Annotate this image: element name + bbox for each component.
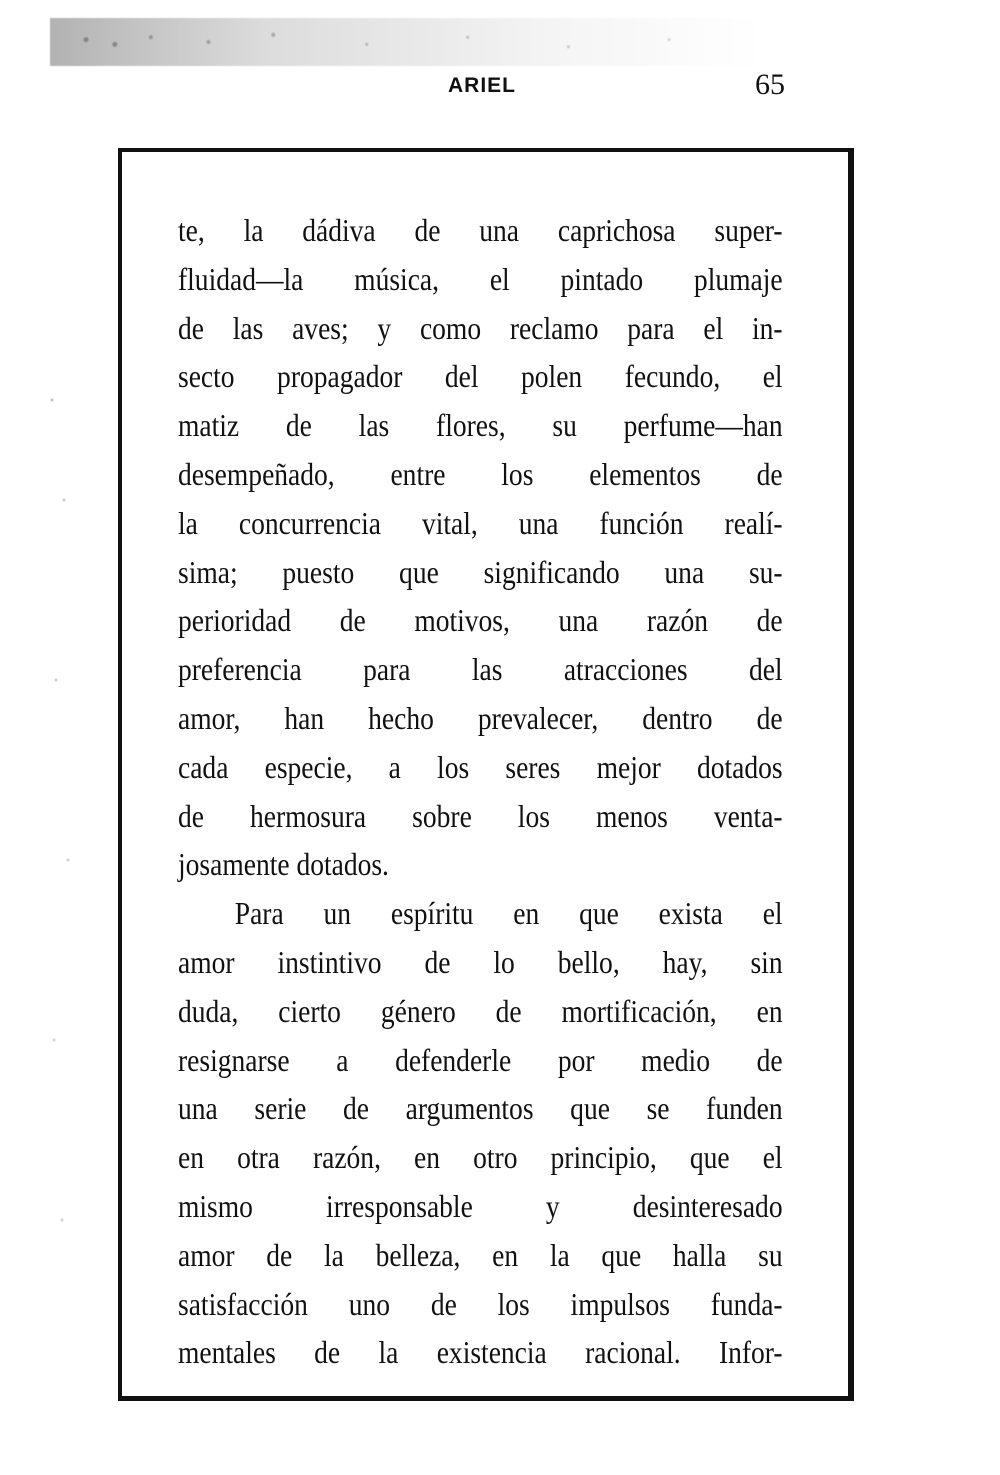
body-text xyxy=(178,206,783,1377)
text-line: amor, han hecho prevalecer, dentro de xyxy=(178,699,783,736)
text-line: mismo irresponsable y desinteresado xyxy=(178,1187,783,1224)
text-line: resignarse a defenderle por medio de xyxy=(178,1041,783,1078)
text-line: satisfacción uno de los impulsos funda- xyxy=(178,1285,783,1322)
text-line: amor de la belleza, en la que halla su xyxy=(178,1236,783,1273)
text-line: te, la dádiva de una caprichosa super- xyxy=(178,212,783,248)
text-line: sima; puesto que significando una su- xyxy=(178,553,783,590)
scan-noise xyxy=(50,18,770,66)
text-line: matiz de las flores, su perfume—han xyxy=(178,407,783,444)
text-line: preferencia para las atracciones del xyxy=(178,651,783,688)
text-line: en otra razón, en otro principio, que el xyxy=(178,1139,783,1176)
text-line: Para un espíritu en que exista el xyxy=(234,895,783,932)
text-line: de hermosura sobre los menos venta- xyxy=(178,797,783,834)
text-line: perioridad de motivos, una razón de xyxy=(178,602,783,639)
text-line: mentales de la existencia racional. Infor- xyxy=(178,1334,783,1371)
text-line: amor instintivo de lo bello, hay, sin xyxy=(178,943,783,980)
text-line: la concurrencia vital, una función realí- xyxy=(178,504,783,541)
text-line: de las aves; y como reclamo para el in- xyxy=(178,309,783,346)
page-header xyxy=(0,68,1000,118)
text-line: secto propagador del polen fecundo, el xyxy=(178,358,783,395)
margin-specks xyxy=(40,380,80,1380)
text-line: josamente dotados. xyxy=(178,846,389,883)
page-number: 65 xyxy=(755,68,785,101)
text-line: cada especie, a los seres mejor dotados xyxy=(178,748,783,785)
text-line: duda, cierto género de mortificación, en xyxy=(178,992,783,1029)
text-line: desempeñado, entre los elementos de xyxy=(178,455,783,492)
text-line: fluidad—la música, el pintado plumaje xyxy=(178,260,783,297)
running-title: ARIEL xyxy=(448,74,516,97)
text-line: una serie de argumentos que se funden xyxy=(178,1090,783,1127)
